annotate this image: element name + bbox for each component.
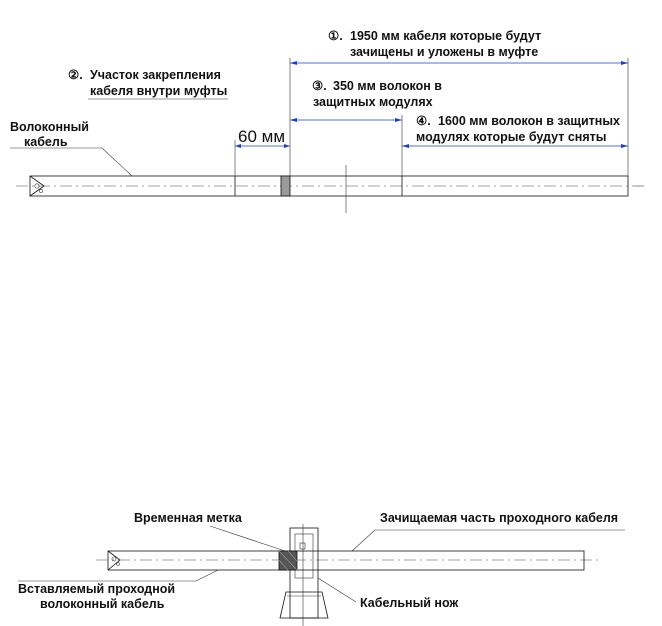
leader-line (10, 148, 132, 176)
label-temporary-mark: Временная метка (134, 511, 242, 525)
inserted-cable-body (108, 551, 584, 570)
dim-arrow (621, 61, 628, 65)
dim-arrow (621, 144, 628, 148)
marker-3: ③. (312, 79, 327, 93)
inserted-cable-end (108, 551, 120, 570)
dim-arrow (402, 144, 409, 148)
bottom-diagram (18, 511, 625, 626)
cable-end-fiber-icon (39, 189, 42, 192)
cable-knife (280, 524, 328, 626)
fixing-mark-block (281, 176, 290, 196)
label-inserted-cable: Вставляемый проходной (18, 582, 176, 596)
marker-4: ④. (416, 114, 431, 128)
label-inserted-cable-line2: волоконный кабель (40, 597, 165, 611)
label-1950-line2: зачищены и уложены в муфте (350, 45, 539, 59)
marker-2: ②. (68, 68, 83, 82)
label-60mm: 60 мм (238, 127, 286, 146)
dim-arrow (290, 61, 297, 65)
label-cable-knife: Кабельный нож (360, 596, 459, 610)
leader-line (18, 570, 218, 581)
label-fixing-area: Участок закрепления (90, 68, 221, 82)
label-fiber-cable: Волоконный (10, 120, 89, 134)
knife-inner-frame (295, 534, 313, 578)
inserted-cable-fiber-icon (117, 563, 120, 566)
knife-body (290, 528, 318, 618)
dim-arrow (395, 118, 402, 122)
inserted-cable-fiber-icon (112, 557, 116, 561)
label-1950: 1950 мм кабеля которые будут (350, 29, 542, 43)
knife-screw-icon (300, 543, 305, 549)
label-1600-line2: модулях которые будут сняты (416, 130, 607, 144)
top-diagram (10, 29, 648, 213)
label-fiber-cable-line2: кабель (24, 135, 68, 149)
leader-line (210, 526, 285, 551)
label-stripped-part: Зачищаемая часть проходного кабеля (380, 511, 619, 525)
label-350: 350 мм волокон в (333, 79, 442, 93)
marker-1: ①. (328, 29, 343, 43)
leader-line (352, 530, 625, 551)
dim-arrow (290, 118, 297, 122)
label-fixing-area-line2: кабеля внутри муфты (90, 84, 228, 98)
label-1600: 1600 мм волокон в защитных (438, 114, 620, 128)
label-350-line2: защитных модулях (313, 95, 433, 109)
